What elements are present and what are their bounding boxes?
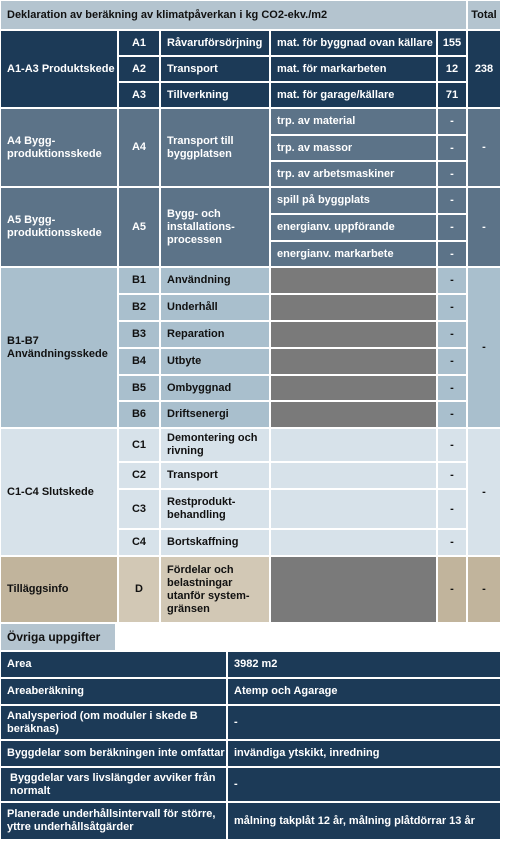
empty-detail-cell bbox=[271, 463, 436, 488]
module-detail: spill på byggplats bbox=[271, 188, 436, 213]
stage-b1-b7: B1-B7 Användningsskede bbox=[1, 268, 117, 427]
module-name: Bortskaffning bbox=[161, 530, 269, 555]
stage-a4: A4 Bygg-produktionsskede bbox=[1, 109, 117, 186]
table-title: Deklaration av beräkning av klimatpåverkan i kg CO2-ekv./m2 bbox=[1, 1, 466, 29]
info-label: Areaberäkning bbox=[1, 679, 226, 704]
module-value: - bbox=[438, 530, 466, 555]
info-value: invändiga ytskikt, inredning bbox=[228, 741, 500, 766]
empty-detail-cell bbox=[271, 530, 436, 555]
stage-total: - bbox=[468, 188, 500, 266]
module-value: 155 bbox=[438, 31, 466, 55]
module-value: - bbox=[438, 109, 466, 134]
module-value: 71 bbox=[438, 83, 466, 107]
module-name: Restprodukt-behandling bbox=[161, 490, 269, 528]
module-name: Transport bbox=[161, 463, 269, 488]
empty-detail-cell bbox=[271, 402, 436, 427]
module-code: B2 bbox=[119, 295, 159, 320]
module-code: C1 bbox=[119, 429, 159, 461]
stage-a1-a3: A1-A3 Produktskede bbox=[1, 31, 117, 107]
module-code: C4 bbox=[119, 530, 159, 555]
stage-total: - bbox=[468, 429, 500, 555]
stage-total: 238 bbox=[468, 31, 500, 107]
info-value: Atemp och Agarage bbox=[228, 679, 500, 704]
module-value: - bbox=[438, 295, 466, 320]
info-label: Planerade underhållsintervall för större, yttre underhållsåtgärder bbox=[1, 803, 226, 839]
module-value: - bbox=[438, 215, 466, 240]
module-code: A4 bbox=[119, 109, 159, 186]
module-value: - bbox=[438, 557, 466, 622]
module-code: B3 bbox=[119, 322, 159, 347]
stage-total: - bbox=[468, 268, 500, 427]
module-name: Fördelar och belastningar utanför system-gränsen bbox=[161, 557, 269, 622]
module-value: 12 bbox=[438, 57, 466, 81]
module-detail: mat. för garage/källare bbox=[271, 83, 436, 107]
module-name: Bygg- och installations-processen bbox=[161, 188, 269, 266]
module-code: D bbox=[119, 557, 159, 622]
module-detail: mat. för markarbeten bbox=[271, 57, 436, 81]
module-name: Transport till byggplatsen bbox=[161, 109, 269, 186]
empty-detail-cell bbox=[271, 557, 436, 622]
module-name: Reparation bbox=[161, 322, 269, 347]
module-name: Underhåll bbox=[161, 295, 269, 320]
module-name: Användning bbox=[161, 268, 269, 293]
module-code: C3 bbox=[119, 490, 159, 528]
module-value: - bbox=[438, 402, 466, 427]
module-value: - bbox=[438, 349, 466, 374]
stage-total: - bbox=[468, 557, 500, 622]
module-code: A1 bbox=[119, 31, 159, 55]
module-code: A3 bbox=[119, 83, 159, 107]
info-label: Byggdelar som beräkningen inte omfattar bbox=[1, 741, 226, 766]
module-detail: trp. av massor bbox=[271, 136, 436, 160]
module-code: A5 bbox=[119, 188, 159, 266]
module-value: - bbox=[438, 268, 466, 293]
module-value: - bbox=[438, 136, 466, 160]
module-name: Demontering och rivning bbox=[161, 429, 269, 461]
module-code: B1 bbox=[119, 268, 159, 293]
module-value: - bbox=[438, 242, 466, 266]
module-detail: energianv. markarbete bbox=[271, 242, 436, 266]
module-value: - bbox=[438, 429, 466, 461]
info-label: Analysperiod (om moduler i skede B beräknas) bbox=[1, 706, 226, 739]
total-header: Total bbox=[468, 1, 500, 29]
empty-detail-cell bbox=[271, 268, 436, 293]
info-label: Area bbox=[1, 652, 226, 677]
stage-d: Tilläggsinfo bbox=[1, 557, 117, 622]
module-detail: mat. för byggnad ovan källare bbox=[271, 31, 436, 55]
module-name: Tillverkning bbox=[161, 83, 269, 107]
info-value: - bbox=[228, 706, 500, 739]
module-name: Utbyte bbox=[161, 349, 269, 374]
info-value: målning takplåt 12 år, målning plåtdörrar 13 år bbox=[228, 803, 500, 839]
module-detail: energianv. uppförande bbox=[271, 215, 436, 240]
other-info-title: Övriga uppgifter bbox=[1, 624, 115, 650]
module-value: - bbox=[438, 322, 466, 347]
module-value: - bbox=[438, 463, 466, 488]
info-label: Byggdelar vars livslängder avviker från normalt bbox=[1, 768, 226, 801]
module-code: B4 bbox=[119, 349, 159, 374]
module-name: Driftsenergi bbox=[161, 402, 269, 427]
module-code: C2 bbox=[119, 463, 159, 488]
module-detail: trp. av arbetsmaskiner bbox=[271, 162, 436, 186]
module-name: Råvaruförsörjning bbox=[161, 31, 269, 55]
empty-detail-cell bbox=[271, 490, 436, 528]
empty-detail-cell bbox=[271, 429, 436, 461]
module-value: - bbox=[438, 490, 466, 528]
empty-detail-cell bbox=[271, 349, 436, 374]
module-value: - bbox=[438, 188, 466, 213]
info-value: - bbox=[228, 768, 500, 801]
stage-total: - bbox=[468, 109, 500, 186]
empty-detail-cell bbox=[271, 376, 436, 400]
stage-c1-c4: C1-C4 Slutskede bbox=[1, 429, 117, 555]
module-detail: trp. av material bbox=[271, 109, 436, 134]
module-name: Ombyggnad bbox=[161, 376, 269, 400]
module-name: Transport bbox=[161, 57, 269, 81]
module-code: A2 bbox=[119, 57, 159, 81]
module-code: B5 bbox=[119, 376, 159, 400]
module-value: - bbox=[438, 162, 466, 186]
info-value: 3982 m2 bbox=[228, 652, 500, 677]
empty-detail-cell bbox=[271, 295, 436, 320]
stage-a5: A5 Bygg-produktionsskede bbox=[1, 188, 117, 266]
empty-detail-cell bbox=[271, 322, 436, 347]
module-value: - bbox=[438, 376, 466, 400]
module-code: B6 bbox=[119, 402, 159, 427]
